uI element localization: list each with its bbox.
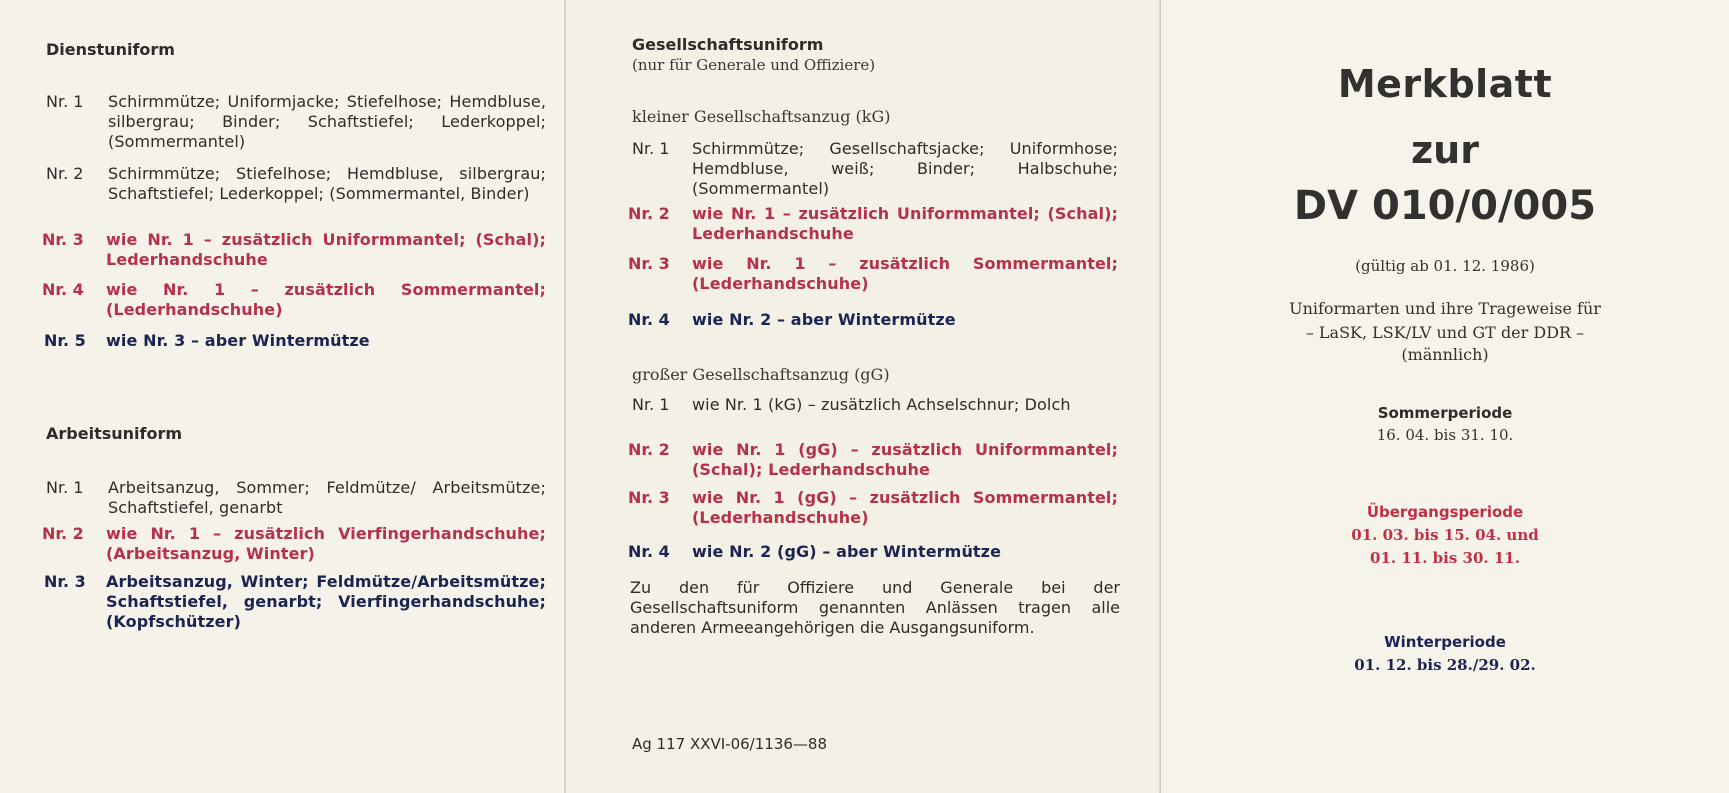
arbeitsuniform-heading: Arbeitsuniform — [46, 424, 183, 443]
item-number: Nr. 3 — [42, 230, 84, 249]
print-code: Ag 117 XXVI-06/1136—88 — [632, 735, 827, 753]
item-text: wie Nr. 1 – zusätzlich Sommermantel; (Lederhandschuhe) — [692, 254, 1118, 293]
transition-period-title: Übergangsperiode — [1366, 503, 1524, 521]
kg-heading: kleiner Gesellschaftsanzug (kG) — [632, 107, 891, 126]
panel-middle — [566, 0, 1161, 793]
title-merkblatt: Merkblatt — [1337, 62, 1553, 106]
item-number: Nr. 3 — [628, 488, 670, 507]
summer-period-title: Sommerperiode — [1377, 404, 1513, 422]
kg-item-4 — [628, 310, 1118, 330]
item-text: wie Nr. 1 (kG) – zusätzlich Achselschnur; Dolch — [692, 395, 1071, 414]
item-number: Nr. 2 — [46, 164, 84, 183]
description-line-3: (männlich) — [1401, 345, 1489, 364]
gesellschaftsuniform-subtitle: (nur für Generale und Offiziere) — [632, 56, 876, 74]
item-text: wie Nr. 1 – zusätzlich Sommermantel; (Lederhandschuhe) — [106, 280, 546, 319]
title-dv-number: DV 010/0/005 — [1293, 183, 1597, 229]
item-number: Nr. 5 — [44, 331, 86, 350]
item-number: Nr. 3 — [44, 572, 86, 591]
item-number: Nr. 4 — [42, 280, 84, 299]
gg-heading: großer Gesellschaftsanzug (gG) — [632, 365, 890, 384]
item-number: Nr. 2 — [628, 440, 670, 459]
valid-from: (gültig ab 01. 12. 1986) — [1355, 257, 1535, 275]
note-paragraph: Zu den für Offiziere und Generale bei der Gesellschaftsuniform genannten Anlässen tragen alle anderen Armeeangehörigen die Ausgangsuniform. — [630, 578, 1120, 637]
item-text: wie Nr. 1 (gG) – zusätzlich Sommermantel; (Lederhandschuhe) — [692, 488, 1118, 527]
description-line-2: – LaSK, LSK/LV und GT der DDR – — [1305, 323, 1585, 342]
item-text: wie Nr. 1 (gG) – zusätzlich Uniformmantel; (Schal); Lederhandschuhe — [692, 440, 1118, 479]
item-number: Nr. 4 — [628, 310, 670, 329]
gg-item-3 — [628, 488, 1118, 528]
transition-period-dates-2: 01. 11. bis 30. 11. — [1370, 549, 1520, 567]
kg-item-2 — [628, 204, 1118, 244]
panel-left — [0, 0, 566, 793]
title-zur: zur — [1411, 128, 1479, 172]
item-text: wie Nr. 1 – zusätzlich Uniformmantel; (Schal); Lederhandschuhe — [692, 204, 1118, 243]
item-text: wie Nr. 1 – zusätzlich Uniformmantel; (Schal); Lederhandschuhe — [106, 230, 546, 269]
winter-period-title: Winterperiode — [1384, 633, 1506, 651]
item-text: wie Nr. 2 (gG) – aber Wintermütze — [692, 542, 1002, 561]
item-number: Nr. 1 — [632, 139, 670, 158]
description-line-1: Uniformarten und ihre Trageweise für — [1289, 299, 1601, 318]
gg-item-2 — [628, 440, 1118, 480]
item-number: Nr. 1 — [632, 395, 670, 414]
dienst-item-1 — [46, 92, 546, 152]
item-text: Arbeitsanzug, Sommer; Feldmütze/ Arbeitsmütze; Schaftstiefel, genarbt — [108, 478, 546, 517]
dienst-item-5 — [44, 331, 548, 351]
dienst-item-4 — [42, 280, 546, 320]
item-number: Nr. 1 — [46, 92, 84, 111]
gg-item-4 — [628, 542, 1118, 562]
item-number: Nr. 2 — [42, 524, 84, 543]
arbeit-item-1 — [46, 478, 546, 518]
summer-period-dates: 16. 04. bis 31. 10. — [1376, 426, 1514, 444]
item-number: Nr. 4 — [628, 542, 670, 561]
item-text: wie Nr. 2 – aber Wintermütze — [692, 310, 956, 329]
kg-item-1 — [632, 139, 1118, 199]
dienst-item-2 — [46, 164, 546, 224]
dienst-item-3 — [42, 230, 546, 270]
item-text: Schirmmütze; Gesellschaftsjacke; Uniformhose; Hemdbluse, weiß; Binder; Halbschuhe; (Sommermantel) — [692, 139, 1118, 198]
gg-item-1 — [632, 395, 1118, 435]
winter-period-dates: 01. 12. bis 28./29. 02. — [1354, 656, 1536, 674]
item-text: Arbeitsanzug, Winter; Feldmütze/Arbeitsmütze; Schaftstiefel, genarbt; Vierfingerhandschuhe; (Kopfschützer) — [106, 572, 546, 631]
kg-item-3 — [628, 254, 1118, 294]
item-text: Schirmmütze; Uniformjacke; Stiefelhose; Hemdbluse, silbergrau; Binder; Schaftstiefel; Lederkoppel; (Sommermantel) — [108, 92, 546, 151]
item-text: Schirmmütze; Stiefelhose; Hemdbluse, silbergrau; Schaftstiefel; Lederkoppel; (Sommermantel, Binder) — [108, 164, 546, 203]
item-number: Nr. 2 — [628, 204, 670, 223]
item-text: wie Nr. 3 – aber Wintermütze — [106, 331, 370, 350]
item-text: wie Nr. 1 – zusätzlich Vierfingerhandschuhe; (Arbeitsanzug, Winter) — [106, 524, 546, 563]
item-number: Nr. 3 — [628, 254, 670, 273]
item-number: Nr. 1 — [46, 478, 84, 497]
transition-period-dates-1: 01. 03. bis 15. 04. und — [1351, 526, 1539, 544]
gesellschaftsuniform-heading: Gesellschaftsuniform — [632, 35, 824, 54]
dienstuniform-heading: Dienstuniform — [46, 40, 175, 59]
arbeit-item-2 — [42, 524, 546, 564]
arbeit-item-3 — [44, 572, 548, 632]
